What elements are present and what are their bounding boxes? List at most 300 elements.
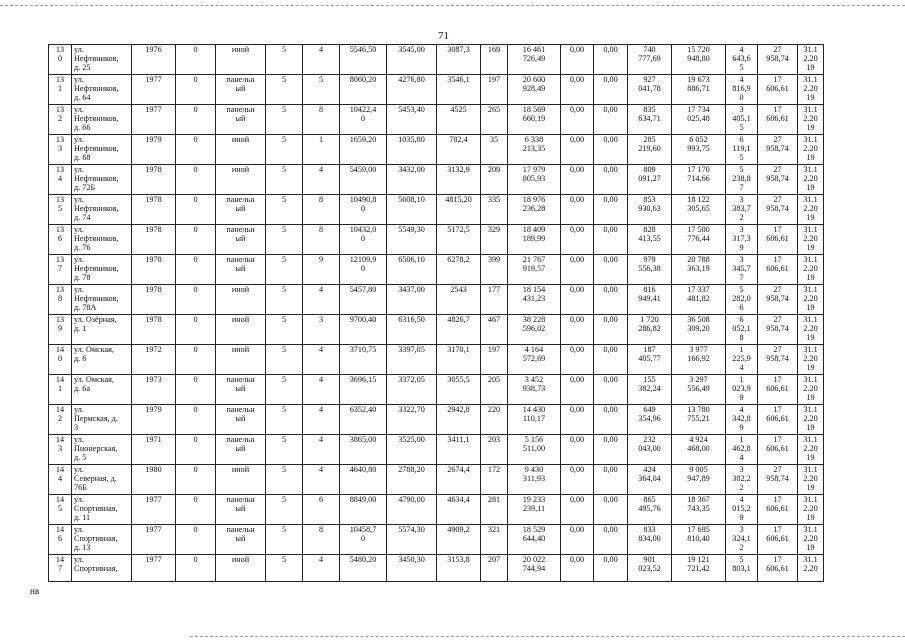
cell-cost-per-m2: 5 238,8 7	[726, 165, 758, 195]
cell-column-7: 9	[303, 255, 340, 285]
table-row	[49, 75, 824, 105]
cell-address: ул. Нефтяников, д. 66	[72, 105, 132, 135]
cell-deadline-date: 31.1 2.20 19	[798, 285, 824, 315]
cell-build-year: 1978	[132, 285, 176, 315]
cell-column-7: 4	[303, 165, 340, 195]
cell-column-6: 5	[266, 285, 303, 315]
cell-build-year: 1979	[132, 405, 176, 435]
cell-address: ул. Озёрная, д. 1	[72, 315, 132, 345]
cell-area-living: 5453,40	[387, 105, 437, 135]
cell-cost-part-b: 15 720 948,80	[672, 45, 726, 75]
cell-max-cost: 27 958,74	[758, 315, 798, 345]
cell-area-living: 5549,30	[387, 225, 437, 255]
cell-cost-per-m2: 4 342,8 9	[726, 405, 758, 435]
cell-cost-part-b: 17 580 776,44	[672, 225, 726, 255]
cell-cost-part-a: 155 382,24	[628, 375, 672, 405]
cell-wall-material: панельн ый	[216, 75, 266, 105]
cell-column-7: 8	[303, 525, 340, 555]
cell-wall-material: иной	[216, 165, 266, 195]
cell-cost-part-b: 17 337 481,82	[672, 285, 726, 315]
cell-column-7: 4	[303, 435, 340, 465]
cell-column-14: 0,00	[594, 345, 628, 375]
cell-column-4: 0	[176, 555, 216, 582]
cell-column-13: 0,00	[561, 555, 594, 582]
cell-column-7: 4	[303, 405, 340, 435]
cell-column-14: 0,00	[594, 375, 628, 405]
cell-deadline-date: 31.1 2.20 19	[798, 315, 824, 345]
cell-build-year: 1978	[132, 225, 176, 255]
cell-column-7: 4	[303, 45, 340, 75]
cell-column-4: 0	[176, 435, 216, 465]
cell-area-total: 5459,00	[340, 165, 387, 195]
cell-area-residential: 3132,9	[437, 165, 481, 195]
cell-address: ул. Спортивная,	[72, 555, 132, 582]
cell-area-living: 1035,80	[387, 135, 437, 165]
cell-area-residential: 782,4	[437, 135, 481, 165]
cell-area-residential: 2942,8	[437, 405, 481, 435]
table-row	[49, 375, 824, 405]
table-container	[48, 44, 824, 582]
cell-column-13: 0,00	[561, 435, 594, 465]
cell-column-7: 1	[303, 135, 340, 165]
cell-row-number: 13 7	[49, 255, 72, 285]
scan-top-rule	[0, 5, 905, 6]
cell-cost-part-a: 1 720 286,82	[628, 315, 672, 345]
cell-area-living: 3525,00	[387, 435, 437, 465]
cell-cost-total: 16 461 726,49	[508, 45, 561, 75]
cell-area-living: 3437,00	[387, 285, 437, 315]
cell-column-6: 5	[266, 315, 303, 345]
cell-cost-total: 5 156 511,00	[508, 435, 561, 465]
cell-area-residential: 3087,3	[437, 45, 481, 75]
cell-residents: 467	[481, 315, 508, 345]
cell-area-living: 6316,50	[387, 315, 437, 345]
cell-column-14: 0,00	[594, 315, 628, 345]
cell-column-13: 0,00	[561, 285, 594, 315]
cell-cost-part-b: 17 695 810,40	[672, 525, 726, 555]
cell-column-4: 0	[176, 495, 216, 525]
cell-wall-material: иной	[216, 465, 266, 495]
cell-column-6: 5	[266, 75, 303, 105]
cell-max-cost: 17 606,61	[758, 405, 798, 435]
cell-area-living: 4790,00	[387, 495, 437, 525]
cell-cost-part-b: 18 367 743,35	[672, 495, 726, 525]
cell-area-residential: 2674,4	[437, 465, 481, 495]
cell-cost-per-m2: 3 345,7 7	[726, 255, 758, 285]
cell-row-number: 13 9	[49, 315, 72, 345]
cell-build-year: 1977	[132, 525, 176, 555]
cell-column-4: 0	[176, 465, 216, 495]
cell-cost-part-a: 649 354,96	[628, 405, 672, 435]
table-row	[49, 435, 824, 465]
cell-column-7: 3	[303, 315, 340, 345]
cell-column-4: 0	[176, 345, 216, 375]
table-row	[49, 135, 824, 165]
cell-build-year: 1976	[132, 45, 176, 75]
cell-column-7: 4	[303, 555, 340, 582]
table-row	[49, 255, 824, 285]
cell-max-cost: 17 606,61	[758, 225, 798, 255]
cell-cost-per-m2: 6 119,1 5	[726, 135, 758, 165]
cell-column-7: 8	[303, 225, 340, 255]
cell-area-residential: 2543	[437, 285, 481, 315]
cell-column-6: 5	[266, 555, 303, 582]
cell-build-year: 1972	[132, 345, 176, 375]
cell-cost-total: 19 233 239,11	[508, 495, 561, 525]
cell-area-total: 3696,15	[340, 375, 387, 405]
table-row	[49, 495, 824, 525]
cell-deadline-date: 31.1 2.20 19	[798, 495, 824, 525]
cell-max-cost: 17 606,61	[758, 525, 798, 555]
cell-wall-material: панельн ый	[216, 495, 266, 525]
cell-column-4: 0	[176, 75, 216, 105]
cell-cost-total: 9 430 311,93	[508, 465, 561, 495]
cell-area-residential: 4909,2	[437, 525, 481, 555]
cell-cost-part-a: 927 041,78	[628, 75, 672, 105]
cell-cost-total: 3 452 938,73	[508, 375, 561, 405]
cell-address: ул. Омская, д. 6	[72, 345, 132, 375]
cell-cost-total: 18 409 189,99	[508, 225, 561, 255]
cell-deadline-date: 31.1 2.20 19	[798, 45, 824, 75]
cell-wall-material: иной	[216, 135, 266, 165]
table-row	[49, 105, 824, 135]
cell-address: ул. Нефтяников, д. 74	[72, 195, 132, 225]
cell-column-6: 5	[266, 225, 303, 255]
cell-area-total: 10458,7 0	[340, 525, 387, 555]
cell-column-14: 0,00	[594, 105, 628, 135]
cell-cost-part-b: 4 924 468,00	[672, 435, 726, 465]
cell-build-year: 1977	[132, 75, 176, 105]
cell-column-4: 0	[176, 165, 216, 195]
cell-deadline-date: 31.1 2.20 19	[798, 435, 824, 465]
cell-cost-part-a: 865 495,76	[628, 495, 672, 525]
cell-area-living: 2788,20	[387, 465, 437, 495]
cell-residents: 205	[481, 375, 508, 405]
cell-residents: 177	[481, 285, 508, 315]
cell-residents: 399	[481, 255, 508, 285]
cell-row-number: 14 7	[49, 555, 72, 582]
cell-area-living: 3545,00	[387, 45, 437, 75]
cell-row-number: 14 6	[49, 525, 72, 555]
cell-row-number: 13 1	[49, 75, 72, 105]
cell-residents: 197	[481, 345, 508, 375]
cell-cost-part-b: 19 673 886,71	[672, 75, 726, 105]
cell-column-7: 4	[303, 285, 340, 315]
cell-column-6: 5	[266, 105, 303, 135]
cell-column-4: 0	[176, 375, 216, 405]
cell-build-year: 1977	[132, 495, 176, 525]
cell-max-cost: 17 606,61	[758, 495, 798, 525]
cell-cost-total: 18 529 644,40	[508, 525, 561, 555]
cell-area-total: 12109,9 0	[340, 255, 387, 285]
cell-column-14: 0,00	[594, 405, 628, 435]
cell-column-13: 0,00	[561, 255, 594, 285]
cell-residents: 321	[481, 525, 508, 555]
cell-wall-material: панельн ый	[216, 255, 266, 285]
cell-area-total: 8060,20	[340, 75, 387, 105]
cell-cost-part-a: 285 219,60	[628, 135, 672, 165]
cell-column-14: 0,00	[594, 555, 628, 582]
cell-column-14: 0,00	[594, 465, 628, 495]
cell-cost-total: 21 767 919,57	[508, 255, 561, 285]
cell-cost-per-m2: 4 015,2 9	[726, 495, 758, 525]
cell-residents: 207	[481, 555, 508, 582]
cell-build-year: 1971	[132, 435, 176, 465]
cell-address: ул. Нефтяников, д. 76	[72, 225, 132, 255]
cell-address: ул. Пионерская, д. 5	[72, 435, 132, 465]
cell-column-13: 0,00	[561, 405, 594, 435]
cell-column-13: 0,00	[561, 225, 594, 255]
cell-residents: 329	[481, 225, 508, 255]
cell-residents: 172	[481, 465, 508, 495]
cell-row-number: 13 6	[49, 225, 72, 255]
cell-wall-material: панельн ый	[216, 525, 266, 555]
cell-column-6: 5	[266, 405, 303, 435]
cell-build-year: 1978	[132, 255, 176, 285]
cell-area-living: 3450,30	[387, 555, 437, 582]
cell-address: ул. Нефтяников, д. 25	[72, 45, 132, 75]
cell-max-cost: 27 958,74	[758, 135, 798, 165]
cell-row-number: 13 0	[49, 45, 72, 75]
cell-column-6: 5	[266, 135, 303, 165]
cell-wall-material: панельн ый	[216, 225, 266, 255]
cell-deadline-date: 31.1 2.20 19	[798, 75, 824, 105]
cell-residents: 35	[481, 135, 508, 165]
cell-wall-material: иной	[216, 285, 266, 315]
cell-address: ул. Спортивная, д. 13	[72, 525, 132, 555]
cell-build-year: 1978	[132, 315, 176, 345]
cell-address: ул. Нефтяников, д. 78	[72, 255, 132, 285]
cell-wall-material: панельн ый	[216, 435, 266, 465]
cell-row-number: 13 4	[49, 165, 72, 195]
cell-cost-part-a: 835 634,71	[628, 105, 672, 135]
footer-mark: нв	[30, 586, 40, 596]
table-row	[49, 345, 824, 375]
table-row	[49, 45, 824, 75]
cell-deadline-date: 31.1 2.20 19	[798, 525, 824, 555]
cell-deadline-date: 31.1 2.20 19	[798, 195, 824, 225]
cell-cost-part-a: 833 834,00	[628, 525, 672, 555]
cell-cost-per-m2: 6 052,1 8	[726, 315, 758, 345]
table-row	[49, 465, 824, 495]
cell-max-cost: 27 958,74	[758, 165, 798, 195]
cell-max-cost: 17 606,61	[758, 555, 798, 582]
cell-area-total: 9700,40	[340, 315, 387, 345]
cell-column-13: 0,00	[561, 75, 594, 105]
cell-column-4: 0	[176, 105, 216, 135]
cell-cost-per-m2: 1 225,9 4	[726, 345, 758, 375]
cell-column-14: 0,00	[594, 75, 628, 105]
cell-deadline-date: 31.1 2.20 19	[798, 105, 824, 135]
cell-cost-total: 4 164 572,69	[508, 345, 561, 375]
table-row	[49, 525, 824, 555]
cell-column-14: 0,00	[594, 495, 628, 525]
cell-column-4: 0	[176, 405, 216, 435]
cell-area-living: 3322,70	[387, 405, 437, 435]
cell-area-total: 10422,4 0	[340, 105, 387, 135]
cell-cost-per-m2: 1 462,8 4	[726, 435, 758, 465]
cell-area-living: 3432,00	[387, 165, 437, 195]
cell-address: ул. Пермская, д. 3	[72, 405, 132, 435]
cell-cost-part-a: 828 413,55	[628, 225, 672, 255]
cell-area-living: 3397,05	[387, 345, 437, 375]
cell-wall-material: иной	[216, 345, 266, 375]
cell-area-residential: 3411,1	[437, 435, 481, 465]
cell-area-residential: 3170,1	[437, 345, 481, 375]
cell-area-total: 5480,20	[340, 555, 387, 582]
cell-column-13: 0,00	[561, 165, 594, 195]
cell-build-year: 1973	[132, 375, 176, 405]
cell-max-cost: 17 606,61	[758, 255, 798, 285]
cell-row-number: 13 2	[49, 105, 72, 135]
cell-row-number: 13 5	[49, 195, 72, 225]
cell-area-residential: 5172,5	[437, 225, 481, 255]
cell-wall-material: панельн ый	[216, 375, 266, 405]
cell-area-residential: 4525	[437, 105, 481, 135]
cell-residents: 281	[481, 495, 508, 525]
cell-deadline-date: 31.1 2.20	[798, 555, 824, 582]
cell-row-number: 14 1	[49, 375, 72, 405]
cell-column-4: 0	[176, 195, 216, 225]
cell-address: ул. Спортивная, д. 11	[72, 495, 132, 525]
cell-area-total: 5457,80	[340, 285, 387, 315]
cell-build-year: 1980	[132, 465, 176, 495]
cell-residents: 203	[481, 435, 508, 465]
cell-max-cost: 27 958,74	[758, 345, 798, 375]
cell-max-cost: 27 958,74	[758, 285, 798, 315]
cell-column-4: 0	[176, 285, 216, 315]
cell-wall-material: панельн ый	[216, 195, 266, 225]
cell-wall-material: панельн ый	[216, 105, 266, 135]
cell-max-cost: 17 606,61	[758, 375, 798, 405]
cell-column-4: 0	[176, 525, 216, 555]
cell-cost-per-m2: 3 383,7 2	[726, 195, 758, 225]
cell-address: ул. Нефтяников, д. 72Б	[72, 165, 132, 195]
cell-column-14: 0,00	[594, 285, 628, 315]
cell-area-total: 5546,50	[340, 45, 387, 75]
cell-build-year: 1979	[132, 135, 176, 165]
table-row	[49, 195, 824, 225]
cell-area-residential: 3055,5	[437, 375, 481, 405]
cell-residents: 169	[481, 45, 508, 75]
cell-deadline-date: 31.1 2.20 19	[798, 375, 824, 405]
cell-residents: 335	[481, 195, 508, 225]
cell-area-residential: 3546,1	[437, 75, 481, 105]
cell-column-14: 0,00	[594, 45, 628, 75]
cell-cost-part-b: 18 122 305,65	[672, 195, 726, 225]
cell-cost-total: 18 976 236,28	[508, 195, 561, 225]
cell-max-cost: 27 958,74	[758, 45, 798, 75]
cell-column-6: 5	[266, 435, 303, 465]
cell-build-year: 1978	[132, 195, 176, 225]
cell-cost-total: 6 338 213,35	[508, 135, 561, 165]
cell-cost-part-a: 187 405,77	[628, 345, 672, 375]
cell-column-14: 0,00	[594, 525, 628, 555]
cell-area-living: 5574,30	[387, 525, 437, 555]
cell-cost-total: 38 228 596,02	[508, 315, 561, 345]
cell-area-total: 4640,80	[340, 465, 387, 495]
cell-cost-part-a: 424 364,04	[628, 465, 672, 495]
cell-column-13: 0,00	[561, 495, 594, 525]
cell-cost-part-b: 19 121 721,42	[672, 555, 726, 582]
cell-column-14: 0,00	[594, 195, 628, 225]
cell-column-13: 0,00	[561, 105, 594, 135]
cell-column-14: 0,00	[594, 165, 628, 195]
cell-column-6: 5	[266, 45, 303, 75]
cell-cost-part-a: 979 556,38	[628, 255, 672, 285]
cell-address: ул. Северная, д. 76Б	[72, 465, 132, 495]
cell-cost-part-b: 20 788 363,19	[672, 255, 726, 285]
cell-cost-part-b: 36 508 309,20	[672, 315, 726, 345]
cell-cost-per-m2: 4 643,6 5	[726, 45, 758, 75]
cell-cost-part-a: 232 043,00	[628, 435, 672, 465]
cell-cost-part-b: 17 170 714,66	[672, 165, 726, 195]
cell-area-living: 4276,80	[387, 75, 437, 105]
cell-cost-part-b: 3 977 166,92	[672, 345, 726, 375]
cell-cost-per-m2: 1 023,9 9	[726, 375, 758, 405]
cell-area-total: 6352,40	[340, 405, 387, 435]
cell-area-total: 1659,20	[340, 135, 387, 165]
cell-cost-total: 18 569 660,19	[508, 105, 561, 135]
cell-max-cost: 27 958,74	[758, 465, 798, 495]
cell-column-13: 0,00	[561, 45, 594, 75]
cell-max-cost: 17 606,61	[758, 105, 798, 135]
cell-cost-part-b: 13 780 755,21	[672, 405, 726, 435]
cell-column-6: 5	[266, 465, 303, 495]
table-row	[49, 165, 824, 195]
cell-cost-total: 18 154 431,23	[508, 285, 561, 315]
cell-column-14: 0,00	[594, 135, 628, 165]
cell-column-6: 5	[266, 195, 303, 225]
cell-address: ул. Омская, д. 6а	[72, 375, 132, 405]
cell-column-7: 5	[303, 75, 340, 105]
cell-cost-per-m2: 3 317,3 9	[726, 225, 758, 255]
cell-cost-part-a: 901 023,52	[628, 555, 672, 582]
cell-column-6: 5	[266, 255, 303, 285]
cell-column-13: 0,00	[561, 345, 594, 375]
cell-area-residential: 3153,8	[437, 555, 481, 582]
page-number: 71	[438, 30, 449, 42]
table-body	[49, 45, 824, 582]
cell-residents: 220	[481, 405, 508, 435]
cell-cost-part-b: 9 005 947,89	[672, 465, 726, 495]
cell-max-cost: 17 606,61	[758, 75, 798, 105]
cell-column-6: 5	[266, 345, 303, 375]
cell-column-13: 0,00	[561, 315, 594, 345]
cell-residents: 209	[481, 165, 508, 195]
cell-cost-part-a: 740 777,69	[628, 45, 672, 75]
cell-area-total: 10432,0 0	[340, 225, 387, 255]
cell-cost-total: 17 979 805,93	[508, 165, 561, 195]
cell-wall-material: панельн ый	[216, 405, 266, 435]
cell-area-living: 6506,10	[387, 255, 437, 285]
cell-deadline-date: 31.1 2.20 19	[798, 405, 824, 435]
cell-residents: 197	[481, 75, 508, 105]
cell-column-7: 4	[303, 375, 340, 405]
cell-deadline-date: 31.1 2.20 19	[798, 255, 824, 285]
cell-column-13: 0,00	[561, 525, 594, 555]
cell-row-number: 14 4	[49, 465, 72, 495]
cell-column-7: 6	[303, 495, 340, 525]
cell-row-number: 13 8	[49, 285, 72, 315]
cell-address: ул. Нефтяников, д. 78А	[72, 285, 132, 315]
cell-cost-per-m2: 3 405,1 5	[726, 105, 758, 135]
table-row	[49, 225, 824, 255]
cell-area-living: 5608,10	[387, 195, 437, 225]
cell-area-residential: 4815,20	[437, 195, 481, 225]
cell-column-4: 0	[176, 225, 216, 255]
cell-area-residential: 4826,7	[437, 315, 481, 345]
